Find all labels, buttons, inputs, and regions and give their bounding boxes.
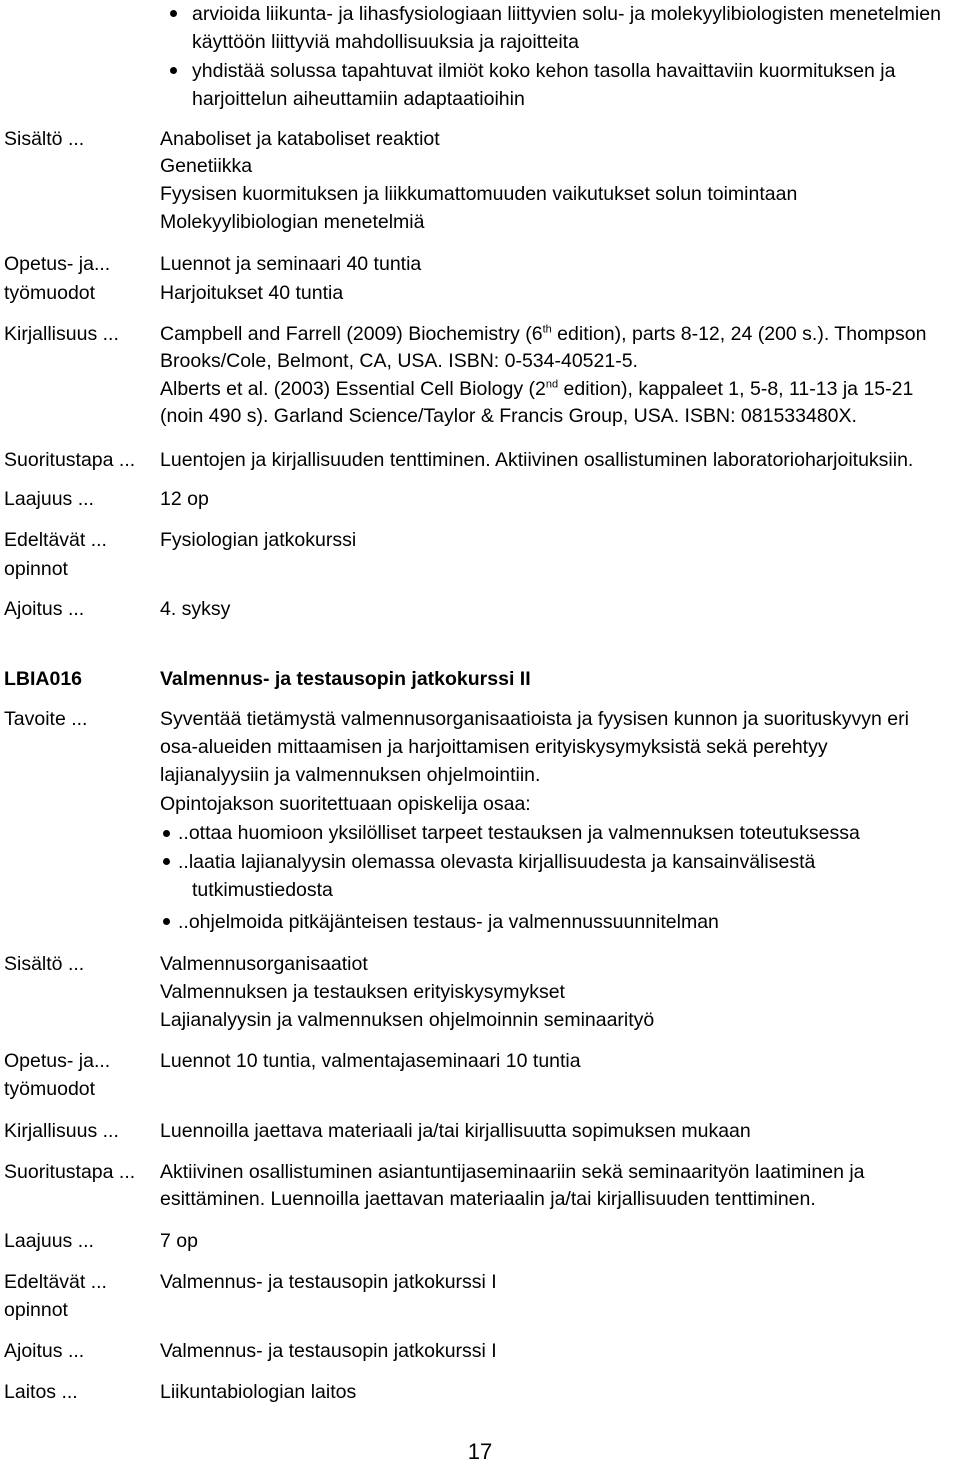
field-label: Sisältö ... <box>4 128 85 150</box>
bullet-icon <box>163 858 170 865</box>
field-label: Edeltävät ... <box>4 1271 107 1293</box>
field-value: Aktiivinen osallistuminen asiantuntijaseminaariin sekä seminaarityön laatiminen ja <box>160 1161 865 1183</box>
bullet-text: tutkimustiedosta <box>192 879 333 901</box>
field-value: Luennot 10 tuntia, valmentajaseminaari 10 tuntia <box>160 1050 581 1072</box>
field-value: osa-alueiden mittaamisen ja harjoittamisen erityiskysymyksistä sekä perehtyy <box>160 736 828 758</box>
field-value: Harjoitukset 40 tuntia <box>160 282 344 304</box>
citation-text: Alberts et al. (2003) Essential Cell Biology (2 <box>160 378 546 400</box>
field-label: Laitos ... <box>4 1381 78 1403</box>
bullet-icon <box>163 830 170 837</box>
field-value: Syventää tietämystä valmennusorganisaatioista ja fyysisen kunnon ja suorituskyvyn eri <box>160 708 909 730</box>
bullet-text: arvioida liikunta- ja lihasfysiologiaan liittyvien solu- ja molekyylibiologisten menetelmien <box>192 3 941 25</box>
field-value: lajianalyysiin ja valmennuksen ohjelmointiin. <box>160 764 541 786</box>
field-value: Luennot ja seminaari 40 tuntia <box>160 253 422 275</box>
field-label: Laajuus ... <box>4 1230 94 1252</box>
field-value: Anaboliset ja kataboliset reaktiot <box>160 128 440 150</box>
bullet-icon <box>170 67 177 74</box>
field-value: Fysiologian jatkokurssi <box>160 529 357 551</box>
field-label: Sisältö ... <box>4 953 85 975</box>
field-value: 7 op <box>160 1230 198 1252</box>
bullet-icon <box>170 10 177 17</box>
field-label: Laajuus ... <box>4 488 94 510</box>
field-value: 12 op <box>160 488 209 510</box>
course-title: Valmennus- ja testausopin jatkokurssi II <box>160 668 531 690</box>
field-value: Valmennus- ja testausopin jatkokurssi I <box>160 1271 497 1293</box>
field-label: työmuodot <box>4 282 96 304</box>
bullet-text: harjoittelun aiheuttamiin adaptaatioihin <box>192 88 525 110</box>
bullet-text: ..ohjelmoida pitkäjänteisen testaus- ja valmennussuunnitelman <box>178 911 719 933</box>
field-value: Luennoilla jaettava materiaali ja/tai kirjallisuutta sopimuksen mukaan <box>160 1120 751 1142</box>
ordinal-suffix: th <box>542 323 552 336</box>
field-label: Opetus- ja... <box>4 1050 111 1072</box>
field-value: Valmennuksen ja testauksen erityiskysymykset <box>160 981 565 1003</box>
course-code: LBIA016 <box>4 668 83 690</box>
bullet-text: yhdistää solussa tapahtuvat ilmiöt koko kehon tasolla havaittaviin kuormituksen ja <box>192 60 896 82</box>
bullet-icon <box>163 918 170 925</box>
citation-text: Campbell and Farrell (2009) Biochemistry (6 <box>160 323 543 345</box>
field-label: työmuodot <box>4 1078 96 1100</box>
field-value: Luentojen ja kirjallisuuden tenttiminen. Aktiivinen osallistuminen laboratorioharjoituksiin. <box>160 449 914 471</box>
field-label: Kirjallisuus ... <box>4 323 119 345</box>
bullet-text: ..laatia lajianalyysin olemassa olevasta kirjallisuudesta ja kansainvälisestä <box>178 851 816 873</box>
field-label: Suoritustapa ... <box>4 449 136 471</box>
field-label: Suoritustapa ... <box>4 1161 136 1183</box>
page-number: 17 <box>467 1439 493 1464</box>
bullet-text: ..ottaa huomioon yksilölliset tarpeet testauksen ja valmennuksen toteutuksessa <box>178 822 860 844</box>
field-label: Ajoitus ... <box>4 598 85 620</box>
field-value: Opintojakson suoritettuaan opiskelija osaa: <box>160 793 531 815</box>
field-value: Lajianalyysin ja valmennuksen ohjelmoinnin seminaarityö <box>160 1009 655 1031</box>
citation-text: edition), kappaleet 1, 5-8, 11-13 ja 15-21 <box>558 378 914 400</box>
field-label: Edeltävät ... <box>4 529 107 551</box>
field-value: Valmennus- ja testausopin jatkokurssi I <box>160 1340 497 1362</box>
field-label: opinnot <box>4 1299 68 1321</box>
field-value: 4. syksy <box>160 598 231 620</box>
field-value: Genetiikka <box>160 155 253 177</box>
field-label: Opetus- ja... <box>4 253 111 275</box>
field-label: opinnot <box>4 558 68 580</box>
field-label: Kirjallisuus ... <box>4 1120 119 1142</box>
field-value: Liikuntabiologian laitos <box>160 1381 357 1403</box>
field-value: Molekyylibiologian menetelmiä <box>160 211 425 233</box>
ordinal-suffix: nd <box>545 378 559 391</box>
field-value: Valmennusorganisaatiot <box>160 953 368 975</box>
citation-text: edition), parts 8-12, 24 (200 s.). Thompson <box>551 323 927 345</box>
field-value: Fyysisen kuormituksen ja liikkumattomuuden vaikutukset solun toimintaan <box>160 183 798 205</box>
field-value: (noin 490 s). Garland Science/Taylor & Francis Group, USA. ISBN: 081533480X. <box>160 405 857 427</box>
field-value <box>160 375 913 403</box>
field-value: esittäminen. Luennoilla jaettavan materiaalin ja/tai kirjallisuuden tenttiminen. <box>160 1188 816 1210</box>
field-label: Ajoitus ... <box>4 1340 85 1362</box>
bullet-text: käyttöön liittyviä mahdollisuuksia ja rajoitteita <box>192 31 579 53</box>
field-label: Tavoite ... <box>4 708 88 730</box>
field-value <box>160 320 926 348</box>
field-value: Brooks/Cole, Belmont, CA, USA. ISBN: 0-534-40521-5. <box>160 350 638 372</box>
